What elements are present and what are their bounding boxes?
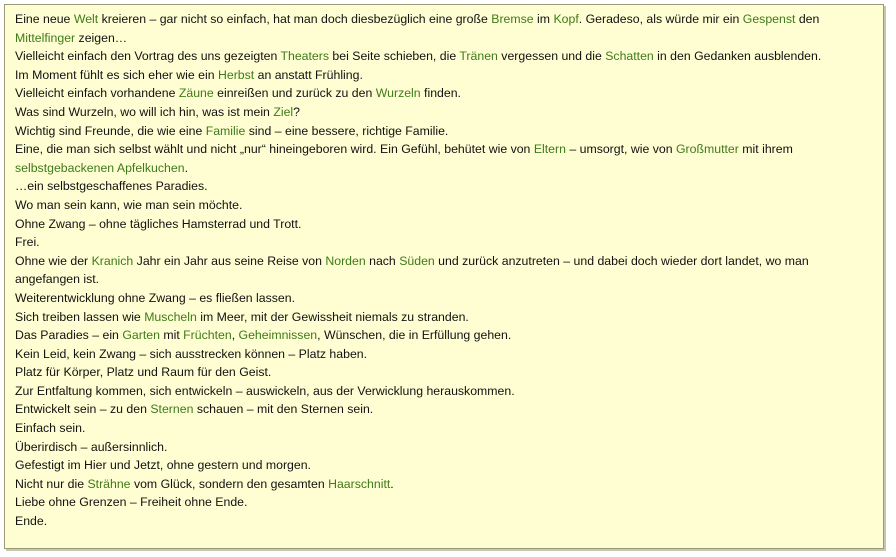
keyword: Ziel (273, 104, 294, 119)
text-segment: finden. (420, 86, 461, 101)
keyword: Gespenst (742, 12, 796, 26)
keyword: Geheimnissen (238, 328, 318, 343)
text-segment: vergessen und die (497, 49, 606, 64)
text-segment: sind – eine bessere, richtige Familie. (245, 123, 449, 138)
text-segment: . (390, 476, 394, 491)
text-line (15, 382, 877, 401)
text-segment: Überirdisch – außersinnlich. (15, 439, 168, 454)
text-segment: Platz für Körper, Platz und Raum für den Geist. (15, 365, 272, 380)
text-segment: nach (365, 253, 400, 268)
text-line (15, 84, 877, 103)
text-line (15, 47, 877, 66)
keyword: Großmutter (675, 142, 739, 157)
keyword: Herbst (217, 67, 255, 82)
keyword: Wurzeln (375, 86, 421, 101)
text-segment: . Geradeso, als würde mir ein (578, 12, 743, 26)
text-line (15, 308, 877, 327)
text-segment: Weiterentwicklung ohne Zwang – es fließen lassen. (15, 290, 296, 305)
text-segment: in den Gedanken ausblenden. (653, 49, 822, 64)
text-segment: bei Seite schieben, die (329, 49, 460, 64)
text-segment: Entwickelt sein – zu den (15, 402, 151, 417)
keyword: Kopf (553, 12, 579, 26)
text-line (15, 122, 877, 141)
text-line (15, 252, 877, 289)
text-line (15, 103, 877, 122)
keyword: Bremse (491, 12, 534, 26)
text-segment: ? (293, 104, 300, 119)
text-segment: Ende. (15, 514, 48, 529)
keyword: Mittelfinger (15, 30, 76, 45)
text-segment: Eine, die man sich selbst wählt und nicht „nur“ hineingeboren wird. Ein Gefühl, behütet wie von (15, 142, 534, 157)
keyword: Familie (205, 123, 246, 138)
text-segment: Wichtig sind Freunde, die wie eine (15, 123, 206, 138)
keyword: Schatten (605, 49, 654, 64)
text-segment: Zur Entfaltung kommen, sich entwickeln – auswickeln, aus der Verwicklung herauskommen. (15, 383, 515, 398)
text-segment: schauen – mit den Sternen sein. (193, 402, 374, 417)
text-line (15, 177, 877, 196)
text-segment: Liebe ohne Grenzen – Freiheit ohne Ende. (15, 495, 248, 510)
text-line (15, 419, 877, 438)
keyword: Früchten (183, 328, 232, 343)
text-segment: Wo man sein kann, wie man sein möchte. (15, 197, 243, 212)
keyword: selbstgebackenen Apfelkuchen (15, 160, 185, 175)
keyword: Tränen (459, 49, 498, 64)
text-segment: Eine neue (15, 12, 74, 26)
text-segment: im (533, 12, 554, 26)
text-segment: im Meer, mit der Gewissheit niemals zu stranden. (196, 309, 469, 324)
keyword: Haarschnitt (328, 476, 391, 491)
text-segment: Das Paradies – ein (15, 328, 123, 343)
keyword: Strähne (87, 476, 131, 491)
text-segment: mit ihrem (738, 142, 793, 157)
text-line (15, 363, 877, 382)
text-line (15, 140, 877, 177)
text-segment: Sich treiben lassen wie (15, 309, 145, 324)
text-segment: zeigen… (75, 30, 128, 45)
text-segment: . (184, 160, 188, 175)
text-line (15, 512, 877, 531)
text-segment: Was sind Wurzeln, wo will ich hin, was ist mein (15, 104, 274, 119)
text-segment: den (795, 12, 820, 26)
text-line (15, 66, 877, 85)
text-segment: …ein selbstgeschaffenes Paradies. (15, 179, 208, 194)
text-segment: Frei. (15, 235, 40, 250)
text-segment: , (231, 328, 239, 343)
text-segment: Jahr ein Jahr aus seine Reise von (133, 253, 326, 268)
text-segment: an anstatt Frühling. (254, 67, 363, 82)
text-segment: Ohne Zwang – ohne tägliches Hamsterrad und Trott. (15, 216, 302, 231)
text-line (15, 493, 877, 512)
text-line (15, 438, 877, 457)
text-segment: Im Moment fühlt es sich eher wie ein (15, 67, 218, 82)
text-segment: kreieren – gar nicht so einfach, hat man doch diesbezüglich eine große (98, 12, 492, 26)
text-segment: mit (159, 328, 184, 343)
text-segment: und zurück anzutreten – und dabei doch wieder dort landet, wo man angefangen ist. (15, 253, 809, 287)
text-line (15, 289, 877, 308)
keyword: Sternen (150, 402, 194, 417)
keyword: Zäune (178, 86, 214, 101)
text-line (15, 215, 877, 234)
text-line (15, 326, 877, 345)
text-segment: Ohne wie der (15, 253, 92, 268)
text-segment: Einfach sein. (15, 421, 86, 436)
text-box (4, 4, 884, 549)
keyword: Muscheln (144, 309, 197, 324)
text-segment: Nicht nur die (15, 476, 88, 491)
keyword: Garten (122, 328, 160, 343)
text-line (15, 233, 877, 252)
keyword: Kranich (91, 253, 134, 268)
keyword: Welt (73, 12, 99, 26)
keyword: Süden (399, 253, 435, 268)
text-segment: – umsorgt, wie von (565, 142, 676, 157)
text-segment: vom Glück, sondern den gesamten (130, 476, 329, 491)
text-segment: Gefestigt im Hier und Jetzt, ohne gestern und morgen. (15, 458, 311, 473)
text-segment: , Wünschen, die in Erfüllung gehen. (317, 328, 512, 343)
text-segment: Vielleicht einfach vorhandene (15, 86, 179, 101)
keyword: Norden (325, 253, 366, 268)
keyword: Eltern (533, 142, 566, 157)
text-segment: Vielleicht einfach den Vortrag des uns gezeigten (15, 49, 281, 64)
text-line (15, 400, 877, 419)
text-line (15, 475, 877, 494)
text-segment: Kein Leid, kein Zwang – sich ausstrecken können – Platz haben. (15, 346, 368, 361)
keyword: Theaters (280, 49, 330, 64)
text-line (15, 345, 877, 364)
text-segment: einreißen und zurück zu den (213, 86, 376, 101)
text-line (15, 196, 877, 215)
text-line (15, 456, 877, 475)
text-line (15, 10, 877, 47)
